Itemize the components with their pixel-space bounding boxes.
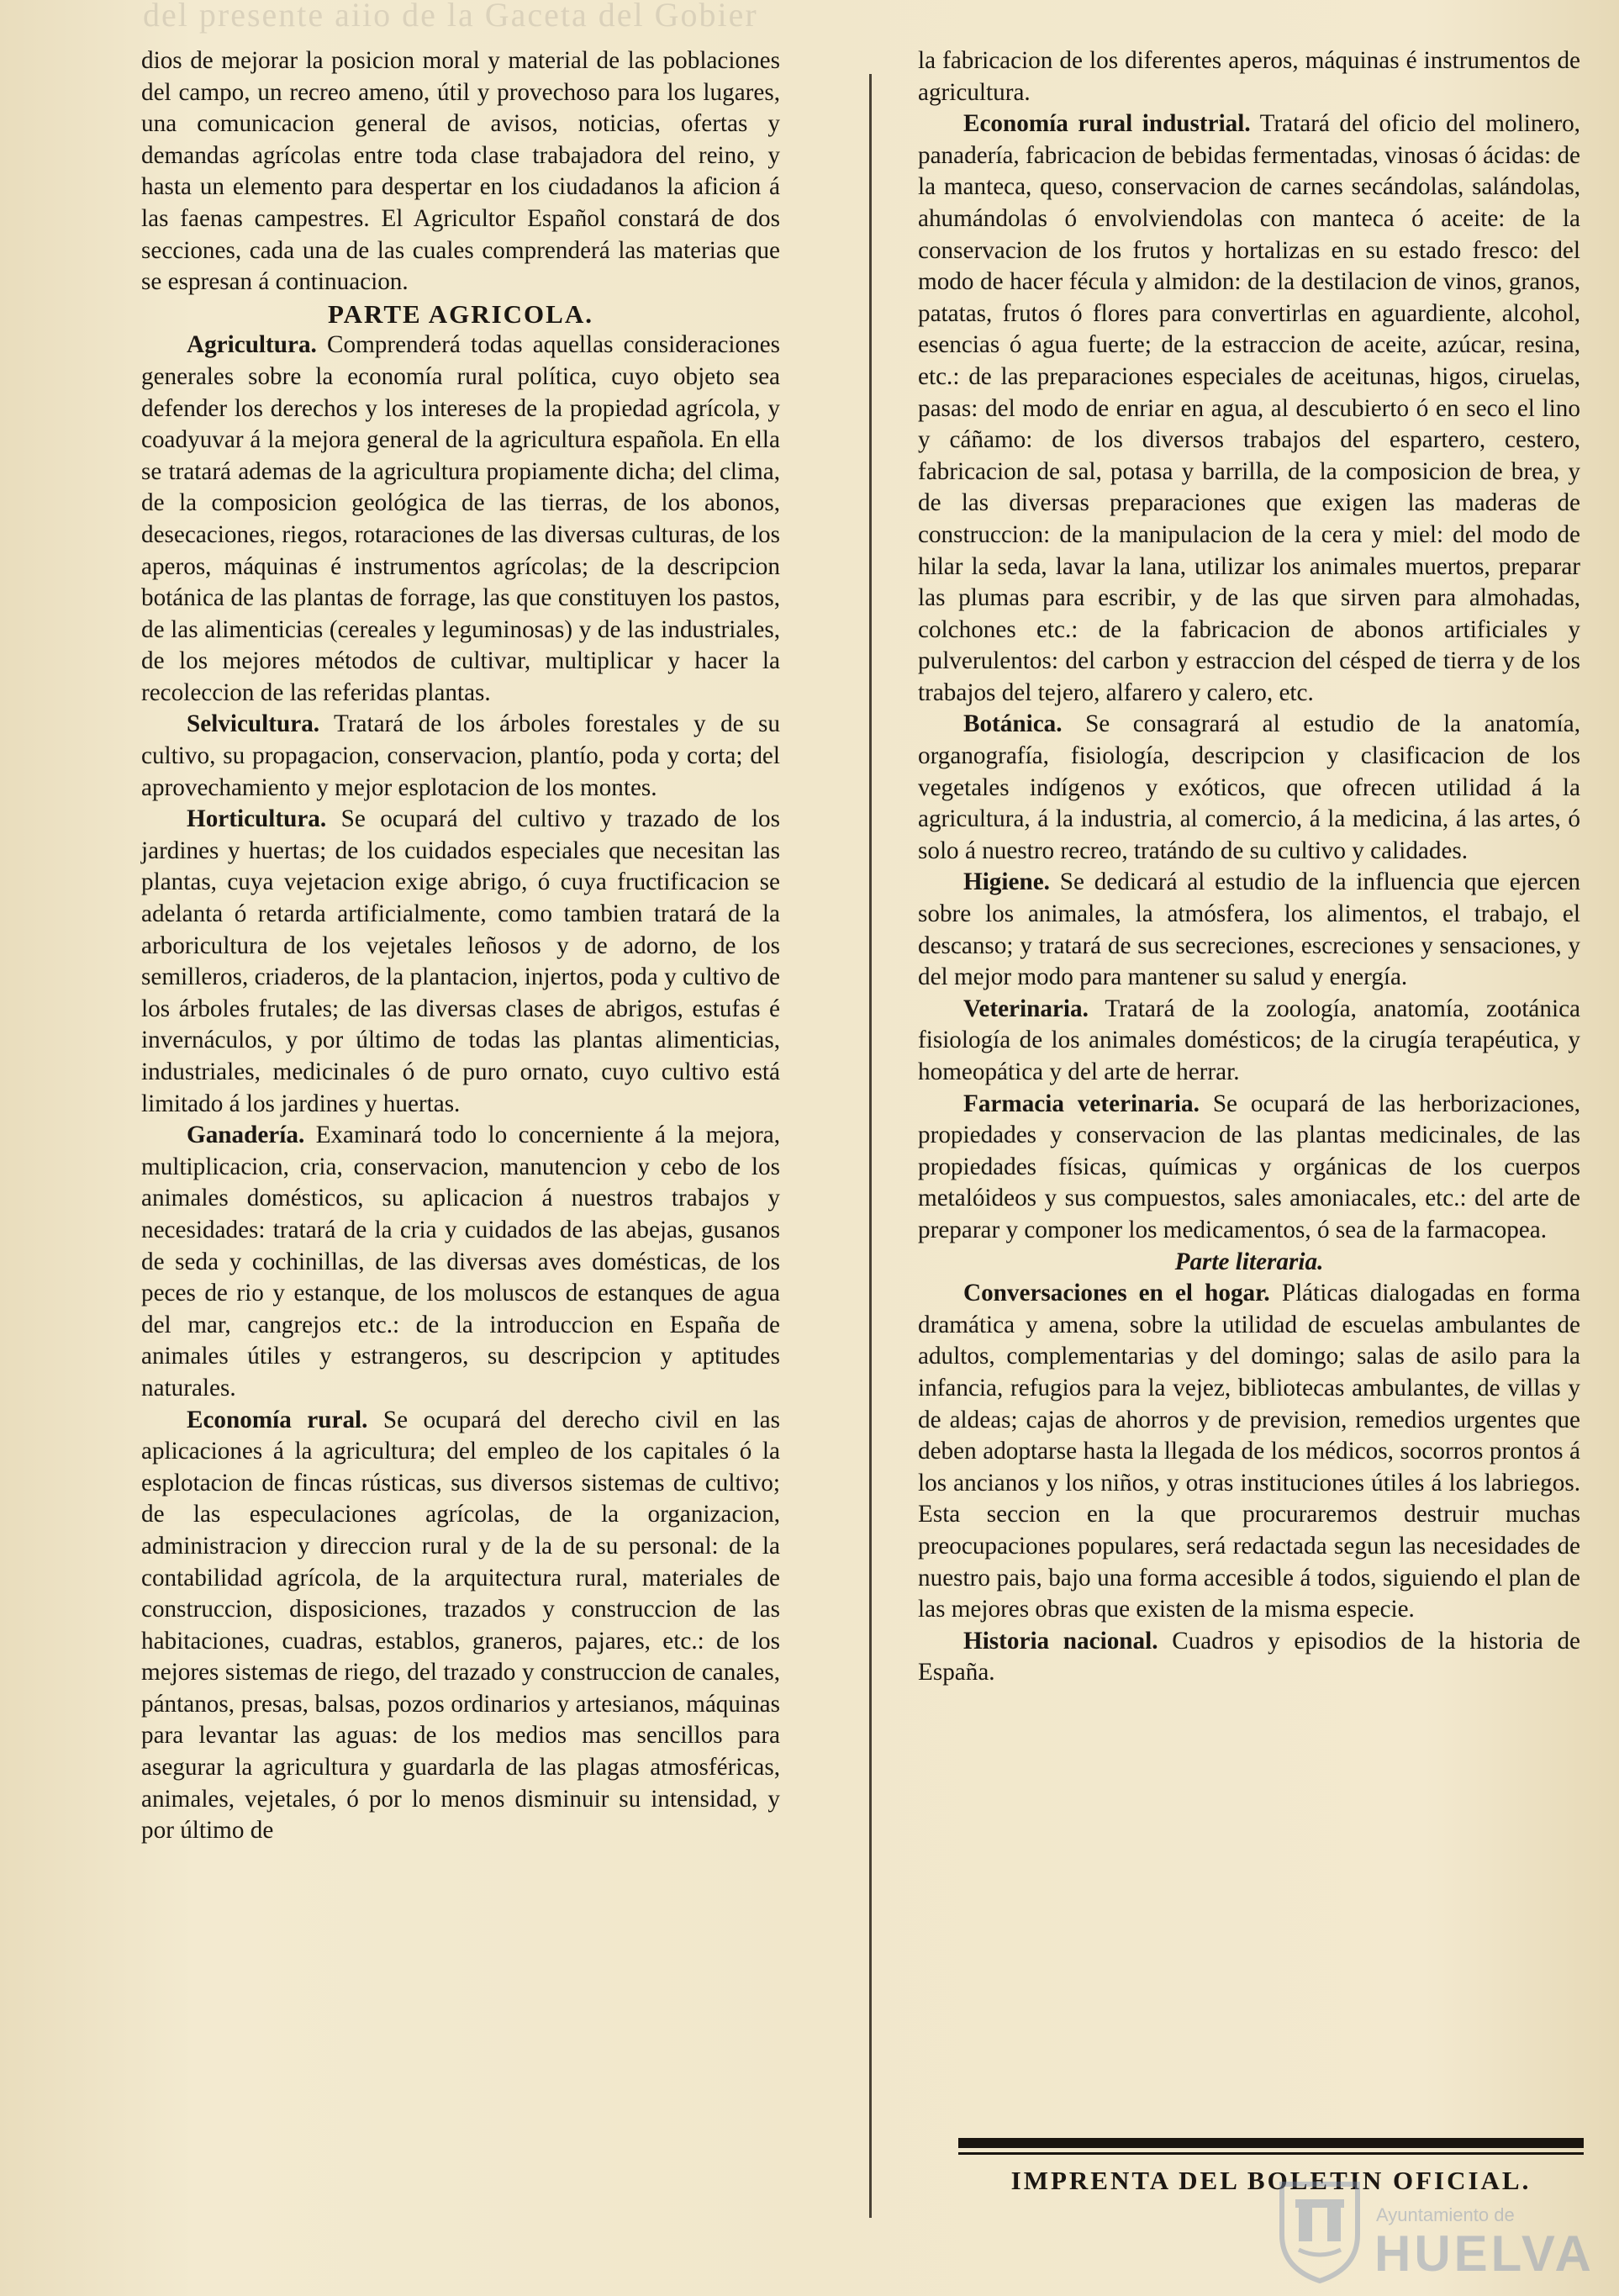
paragraph-lead: Botánica. bbox=[963, 710, 1063, 738]
paragraph-text: Tratará de la zoología, anatomía, zootánica fisiología de los animales domésticos; de la cirugía terapéutica, y homeopática y del arte de herrar. bbox=[918, 995, 1580, 1085]
paragraph-higiene bbox=[918, 867, 1580, 993]
paragraph-text: Cuadros y episodios de la historia de España. bbox=[918, 1627, 1581, 1686]
paragraph-ganaderia bbox=[141, 1120, 780, 1404]
paragraph-text: Se ocupará del cultivo y trazado de los jardines y huertas; de los cuidados especiales que necesitan las plantas, cuya vejetacion exige abrigo, ó cuya fructificacion se adelanta ó retarda artificialmente, como tambien tratará de la arboricultura de los vejetales leñosos y de adorno, de los semilleros, criaderos, de la plantacion, injertos, poda y cultivo de los árboles frutales; de las diversas clases de abrigos, estufas é invernáculos, y por último de todas las plantas alimenticias, industriales, medicinales ó de puro ornato, cuyo cultivo está limitado á los jardines y huertas. bbox=[141, 805, 781, 1117]
paragraph-farmacia-veterinaria bbox=[918, 1089, 1580, 1247]
bleed-through-header: del presente aiio de la Gaceta del Gobier bbox=[143, 0, 758, 34]
watermark-caption: Ayuntamiento de bbox=[1376, 2204, 1515, 2225]
paragraph-text: Tratará del oficio del molinero, panadería, fabricacion de bebidas fermentadas, vinosas ó ácidas: de la manteca, queso, conservacion de carnes secándolas, salándolas, ahumándolas ó envolviendolas con manteca ó aceite: de la conservacion de los frutos y hortalizas en su estado fresco: del modo de hacer fécula y almidon: de la destilacion de vinos, granos, patatas, frutos ó flores para convertirlas en aguardiente, alcohol, esencias ó agua fuerte; de la estraccion de aceite, azúcar, resina, etc.: de las preparaciones especiales de aceitunas, higos, ciruelas, pasas: del modo de enriar en agua, al descubierto ó en seco el lino y cáñamo: de los diversos trabajos del espartero, cestero, fabricacion de sal, potasa y barrilla, de la composicion de brea, y de las diversas preparaciones que exigen las maderas de construccion: de la manipulacion de la cera y miel: del modo de hilar la seda, lavar la lana, utilizar los animales muertos, preparar las plumas para escribir, y de las que sirven para almohadas, colchones etc.: de la fabricacion de abonos artificiales y pulverulentos: del carbon y estraccion del césped de tierra y de los trabajos del tejero, alfarero y calero, etc. bbox=[918, 110, 1580, 706]
paragraph-text: Tratará de los árboles forestales y de su cultivo, su propagacion, conservacion, plantío, poda y corta; del aprovechamiento y mejor esplotacion de los montes. bbox=[141, 710, 780, 801]
paragraph-text: Se ocupará del derecho civil en las aplicaciones á la agricultura; del empleo de los capitales ó la esplotacion de fincas rústicas, sus diversos sistemas de cultivo; de las especulaciones agrícolas, de la organizacion, administracion y direccion rural y de la de su personal: de la contabilidad agrícola, de la arquitectura rural, materiales de construccion, disposiciones, trazados y construccion de las habitaciones, cuadras, establos, graneros, pajares, etc.: de los mejores sistemas de riego, del trazado y construccion de canales, pántanos, presas, balsas, pozos ordinarios y artesianos, máquinas para levantar las aguas: de los medios mas sencillos para asegurar la agricultura y guardarla de las plagas atmosféricas, animales, vejetales, ó por lo menos disminuir su intensidad, y por último de bbox=[141, 1406, 780, 1845]
paragraph-lead: Higiene. bbox=[963, 868, 1050, 896]
paragraph-lead: Veterinaria. bbox=[963, 995, 1089, 1022]
section-heading-agricola: PARTE AGRICOLA. bbox=[328, 298, 593, 329]
paragraph-lead: Economía rural. bbox=[187, 1406, 368, 1433]
paragraph-lead: Historia nacional. bbox=[963, 1627, 1158, 1655]
paragraph-lead: Economía rural industrial. bbox=[963, 110, 1251, 138]
paragraph-agricultura bbox=[141, 330, 780, 709]
footer-rule-thin bbox=[958, 2152, 1584, 2155]
paragraph-text: Se dedicará al estudio de la influencia que ejercen sobre los animales, la atmósfera, los alimentos, el trabajo, el descanso; y tratará de sus secreciones, escreciones y sensaciones, y del mejor modo para mantener su salud y energía. bbox=[918, 868, 1581, 991]
paragraph-lead: Farmacia veterinaria. bbox=[963, 1090, 1200, 1117]
paragraph-text: Pláticas dialogadas en forma dramática y amena, sobre la utilidad de escuelas ambulantes de adultos, complementarias y del domingo; salas de asilo para la infancia, refugios para la vejez, bibliotecas ambulantes, de villas y de aldeas; cajas de ahorros y de prevision, remedios urgentes que deben adoptarse hasta la llegada de los médicos, socorros prontos á los ancianos y los niños, y otras instituciones útiles á los labriegos. Esta seccion en la que procuraremos destruir muchas preocupaciones populares, será redactada segun las necesidades de nuestro pais, bajo una forma accesible á todos, siguiendo el plan de las mejores obras que existen de la misma especie. bbox=[918, 1280, 1581, 1623]
huelva-watermark bbox=[1274, 2176, 1595, 2285]
paragraph-selvicultura bbox=[141, 709, 780, 804]
paragraph-horticultura bbox=[141, 804, 780, 1120]
paragraph-lead: Ganadería. bbox=[187, 1122, 305, 1149]
footer-rule-thick bbox=[958, 2138, 1584, 2148]
paragraph-economia-rural bbox=[141, 1405, 780, 1847]
intro-paragraph: dios de mejorar la posicion moral y material de las poblaciones del campo, un recreo ameno, útil y provechoso para los lugares, una comunicacion general de avisos, noticias, ofertas y demandas agrícolas entre toda clase trabajadora del reino, y hasta un elemento para despertar en los ciudadanos la aficion á las faenas campestres. El Agricultor Español constará de dos secciones, cada una de las cuales comprenderá las materias que se espresan á continuacion. bbox=[141, 47, 780, 296]
paragraph-lead: Conversaciones en el hogar. bbox=[963, 1280, 1270, 1307]
paragraph-historia-nacional bbox=[918, 1626, 1580, 1689]
continuation-paragraph: la fabricacion de los diferentes aperos, máquinas é instrumentos de agricultura. bbox=[918, 47, 1580, 106]
paragraph-lead: Agricultura. bbox=[187, 331, 317, 359]
left-column bbox=[141, 45, 780, 1847]
paragraph-conversaciones bbox=[918, 1278, 1580, 1626]
paragraph-lead: Selvicultura. bbox=[187, 710, 320, 738]
paragraph-text: Se ocupará de las herborizaciones, propiedades y conservacion de las plantas medicinales, de las propiedades físicas, químicas y orgánicas de los cuerpos metalóideos y sus compuestos, sales amoniacales, etc.: del arte de preparar y componer los medicamentos, ó sea de la farmacopea. bbox=[918, 1090, 1581, 1243]
right-column bbox=[918, 45, 1580, 1689]
city-shield-icon bbox=[1274, 2176, 1366, 2285]
paragraph-text: Examinará todo lo concerniente á la mejora, multiplicacion, cria, conservacion, manutencion y cebo de los animales domésticos, su aplicacion á nuestros trabajos y necesidades: tratará de la cria y cuidados de las abejas, gusanos de seda y cochinillas, de las diversas aves domésticas, de los peces de rio y estanque, de los moluscos de estanques de agua del mar, cangrejos etc.: de la introduccion en España de animales útiles y estrangeros, su descripcion y aptitudes naturales. bbox=[141, 1122, 780, 1401]
paragraph-lead: Horticultura. bbox=[187, 805, 327, 833]
paragraph-text: Se consagrará al estudio de la anatomía, organografía, fisiología, descripcion y clasificacion de los vegetales indígenos y exóticos, que ofrecen utilidad á la agricultura, á la industria, al comercio, á la medicina, á las artes, ó solo á nuestro recreo, tratándo de su cultivo y calidades. bbox=[918, 710, 1580, 864]
watermark-title: HUELVA bbox=[1374, 2225, 1595, 2282]
imprint-line: IMPRENTA DEL BOLETIN OFICIAL. bbox=[1010, 2166, 1532, 2195]
paragraph-economia-industrial bbox=[918, 108, 1580, 709]
paragraph-botanica bbox=[918, 709, 1580, 867]
paragraph-veterinaria bbox=[918, 994, 1580, 1089]
column-divider bbox=[869, 74, 872, 2218]
paragraph-text: Comprenderá todas aquellas consideraciones generales sobre la economía rural política, cuyo objeto sea defender los derechos y los intereses de la propiedad agrícola, y coadyuvar á la mejora general de la agricultura española. En ella se tratará ademas de la agricultura propiamente dicha; del clima, de la composicion geológica de las tierras, de los abonos, desecaciones, riegos, rotaraciones de las diversas culturas, de los aperos, máquinas é instrumentos agrícolas; de la descripcion botánica de las plantas de forrage, las que constituyen los pastos, de las alimenticias (cereales y leguminosas) y de las industriales, de los mejores métodos de cultivar, multiplicar y hacer la recoleccion de las referidas plantas. bbox=[141, 331, 780, 706]
section-heading-literaria: Parte literaria. bbox=[1174, 1248, 1324, 1275]
